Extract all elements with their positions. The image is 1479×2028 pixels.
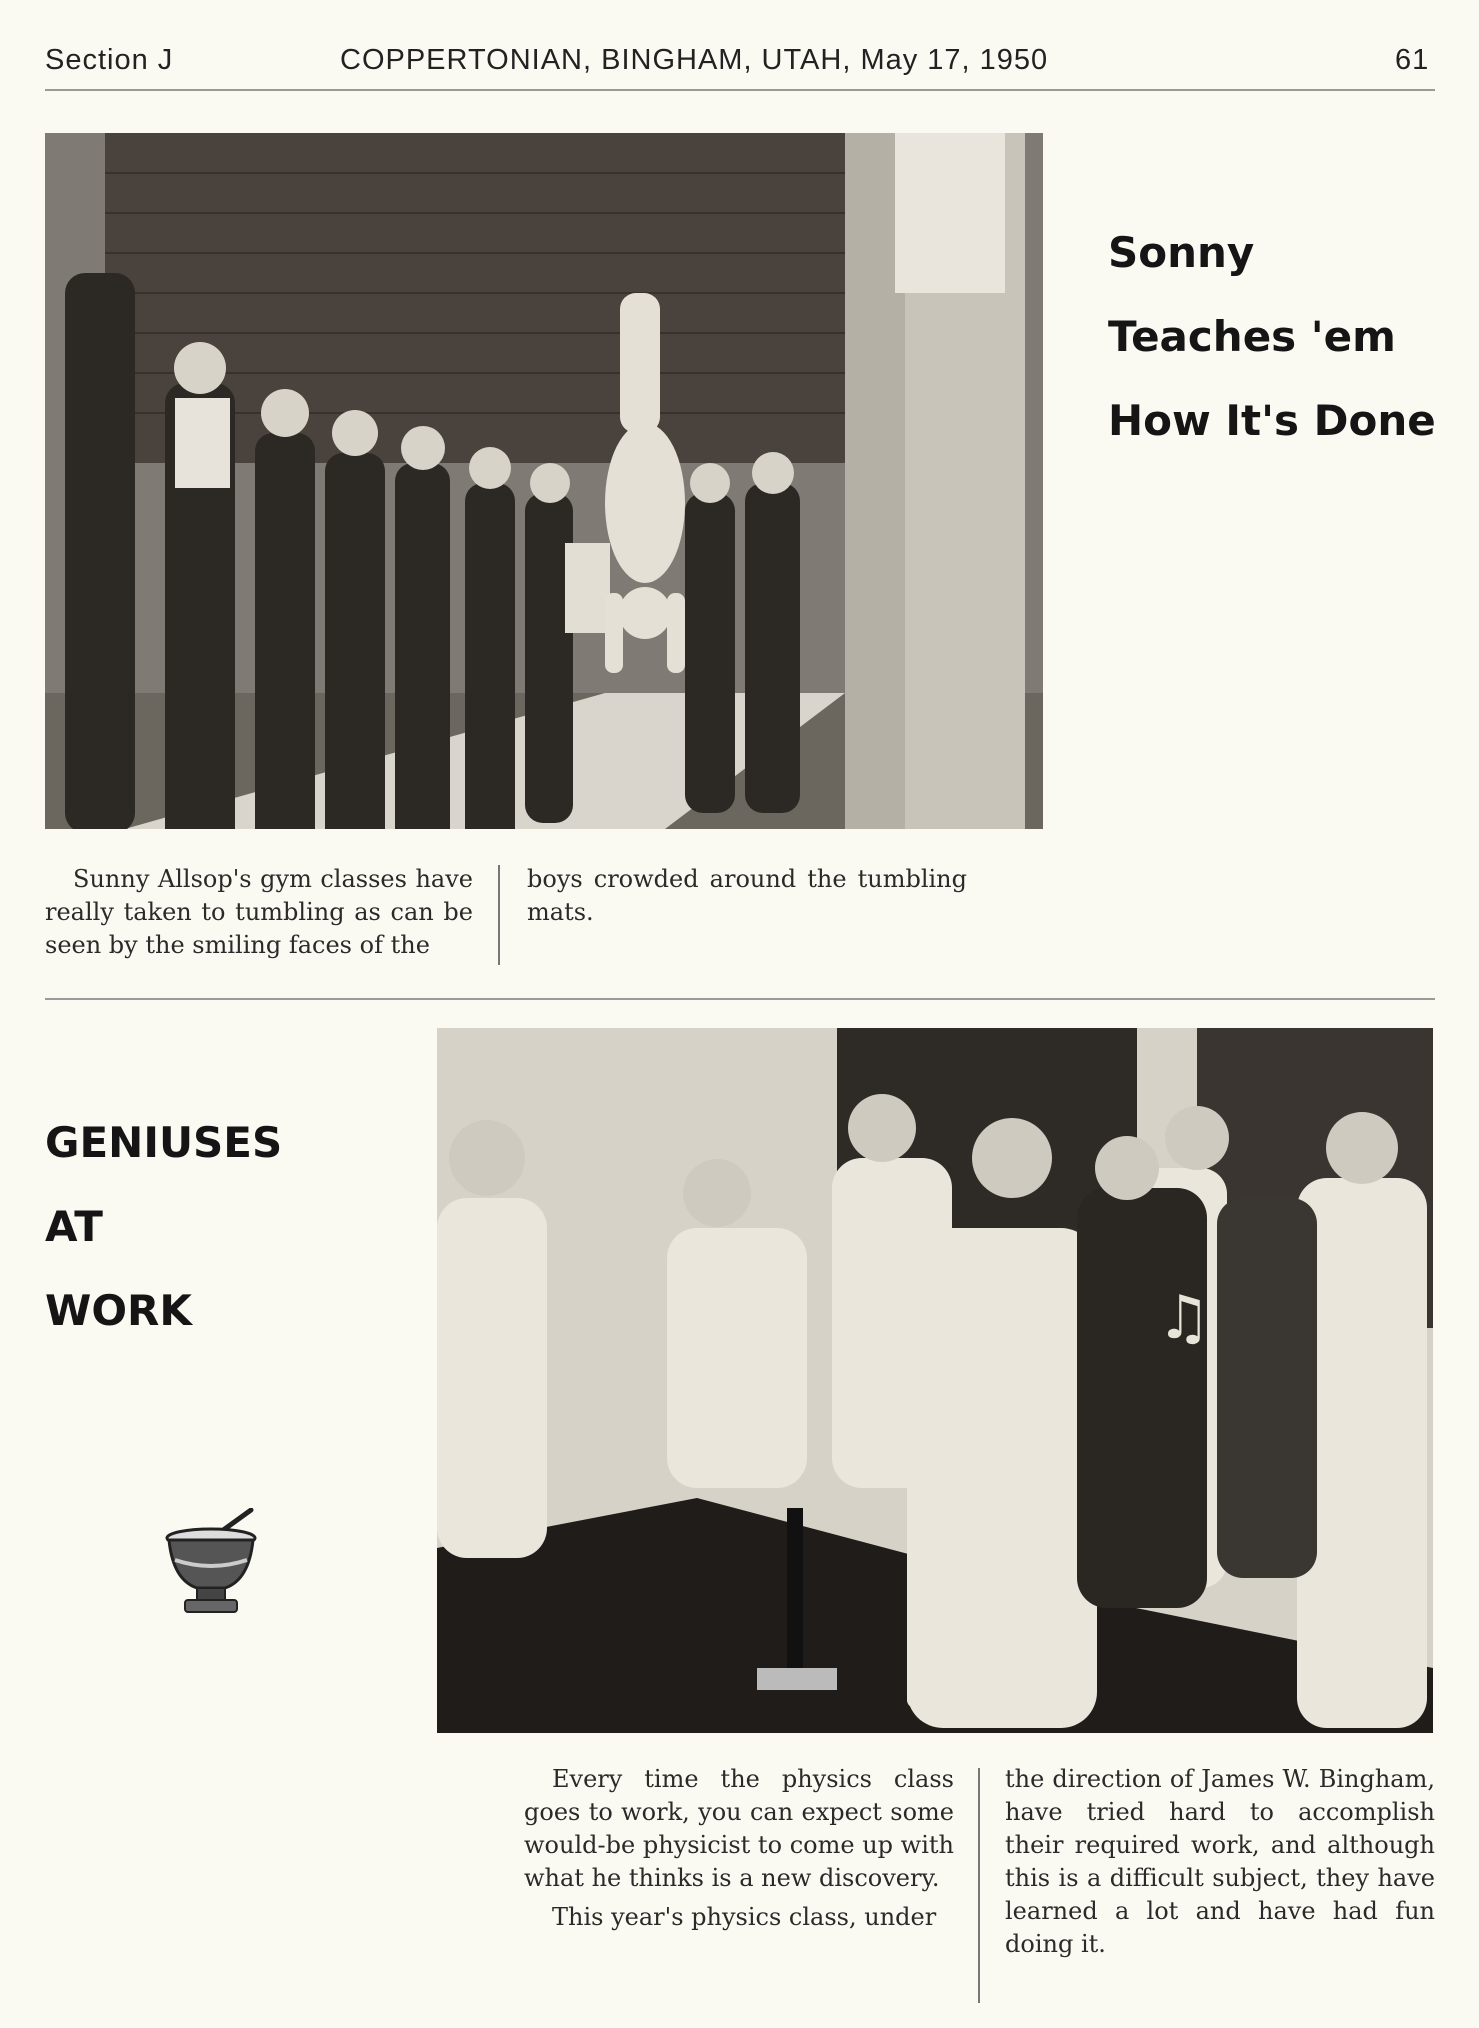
caption-divider <box>498 865 500 965</box>
headline-line: GENIUSES <box>45 1118 283 1167</box>
headline-sonny <box>1108 211 1436 463</box>
physics-caption-col1 <box>524 1763 954 1934</box>
caption-divider <box>978 1768 980 2003</box>
headline-geniuses <box>45 1101 282 1353</box>
gym-tumbling-photo <box>45 133 1043 829</box>
svg-text:♫: ♫ <box>1157 1283 1211 1353</box>
physics-caption-col2 <box>1005 1763 1435 1961</box>
header-rule <box>45 89 1435 91</box>
headline-line: Sonny <box>1108 228 1255 277</box>
caption-text: Sunny Allsop's gym classes have really taken to tumbling as can be seen by the smiling faces of the <box>45 865 473 959</box>
section-label: Section J <box>45 44 174 76</box>
headline-line: How It's Done <box>1108 396 1436 445</box>
headline-line: Teaches 'em <box>1108 312 1396 361</box>
caption-text: boys crowded around the tumbling mats. <box>527 865 967 926</box>
caption-text: the direction of James W. Bingham, have tried hard to accomplish their required work, and although this is a difficult subject, they have learned a lot and have had fun doing it. <box>1005 1765 1435 1958</box>
masthead: COPPERTONIAN, BINGHAM, UTAH, May 17, 1950 <box>340 44 1049 76</box>
section-rule <box>45 998 1435 1000</box>
gym-caption-col2 <box>527 863 967 929</box>
mortar-pestle-icon <box>163 1508 263 1616</box>
headline-line: WORK <box>45 1286 192 1335</box>
headline-line: AT <box>45 1202 103 1251</box>
caption-paragraph: Every time the physics class goes to work, you can expect some would-be physicist to come up with what he thinks is a new discovery. <box>524 1765 954 1892</box>
caption-paragraph: This year's physics class, under <box>552 1903 937 1931</box>
page-number: 61 <box>1395 44 1430 76</box>
gym-caption-col1 <box>45 863 473 962</box>
physics-class-photo <box>437 1028 1433 1733</box>
